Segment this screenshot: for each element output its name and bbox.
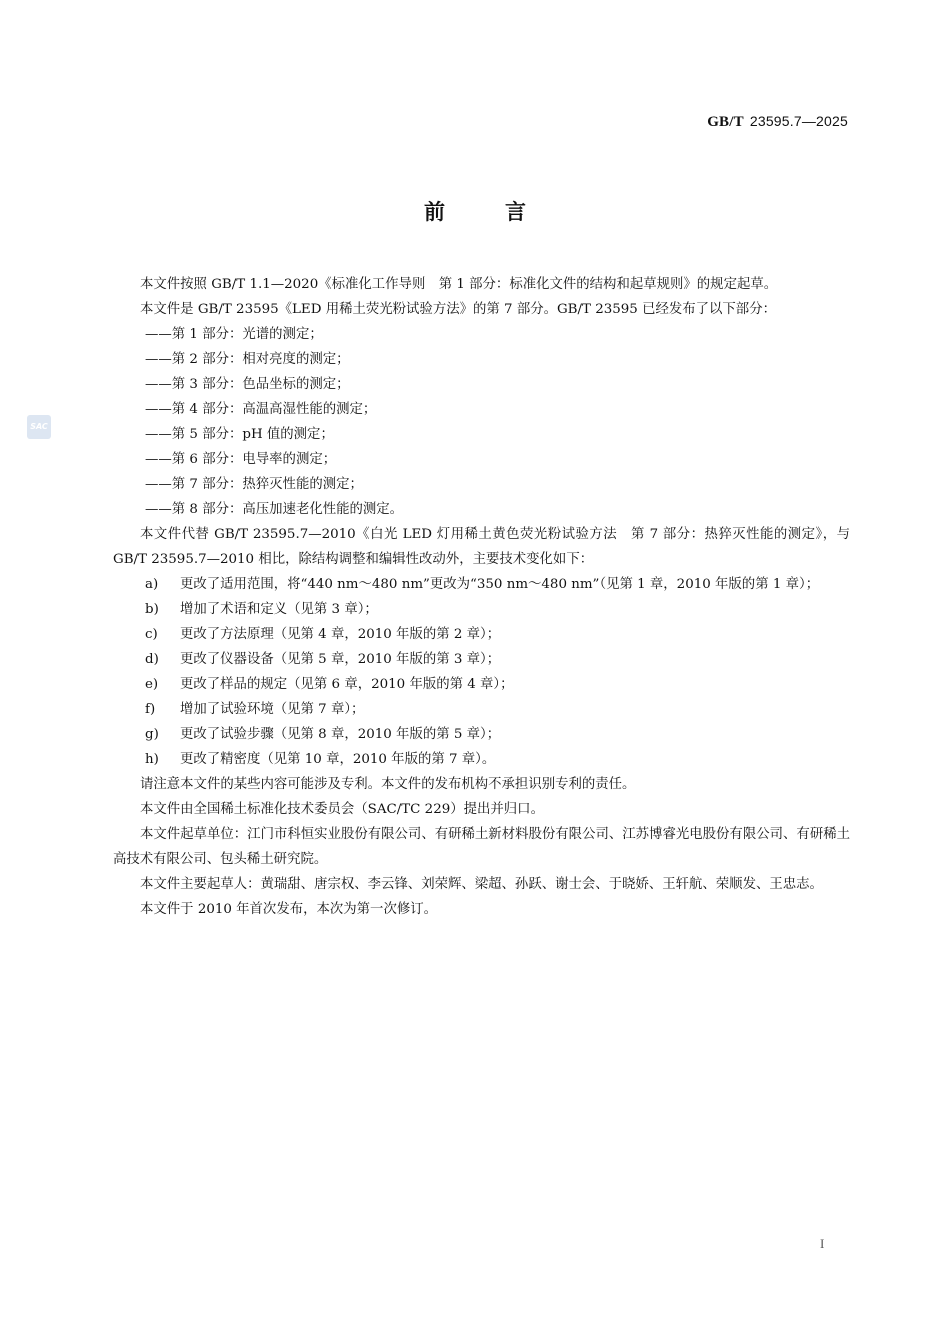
change-text: 增加了术语和定义（见第 3 章）；: [180, 602, 378, 617]
change-item: [113, 747, 850, 772]
paragraph-drafting-rules: 本文件按照 GB/T 1.1—2020《标准化工作导则 第 1 部分：标准化文件的结构和起草规则》的规定起草。: [140, 277, 778, 292]
change-item: [113, 672, 850, 697]
page-number: I: [820, 1236, 825, 1251]
list-item-part: ——第 7 部分：热猝灭性能的测定；: [145, 477, 363, 492]
change-mark: a): [145, 577, 159, 592]
paragraph-history: 本文件于 2010 年首次发布，本次为第一次修订。: [140, 902, 438, 917]
list-item-part: ——第 8 部分：高压加速老化性能的测定。: [145, 502, 404, 517]
list-item-part: ——第 4 部分：高温高湿性能的测定；: [145, 402, 377, 417]
change-item: [113, 647, 850, 672]
change-item: [113, 722, 850, 747]
change-text: 更改了精密度（见第 10 章，2010 年版的第 7 章）。: [180, 752, 496, 767]
list-item-part: ——第 3 部分：色品坐标的测定；: [145, 377, 350, 392]
paragraph-committee: 本文件由全国稀土标准化技术委员会（SAC/TC 229）提出并归口。: [140, 802, 544, 817]
list-item-part: ——第 5 部分：pH 值的测定；: [145, 427, 334, 442]
change-text: 更改了方法原理（见第 4 章，2010 年版的第 2 章）；: [180, 627, 501, 642]
change-text: 更改了试验步骤（见第 8 章，2010 年版的第 5 章）；: [180, 727, 501, 742]
change-mark: d): [145, 652, 159, 667]
change-mark: h): [145, 752, 159, 767]
page-title: 前言: [424, 200, 586, 224]
change-text: 更改了样品的规定（见第 6 章，2010 年版的第 4 章）；: [180, 677, 514, 692]
foreword-body: [113, 272, 850, 922]
change-text: 增加了试验环境（见第 7 章）；: [180, 702, 365, 717]
change-item: [113, 697, 850, 722]
change-item: [113, 597, 850, 622]
change-text: 更改了仪器设备（见第 5 章，2010 年版的第 3 章）；: [180, 652, 501, 667]
standard-code: [707, 113, 848, 131]
paragraph-patent-notice: 请注意本文件的某些内容可能涉及专利。本文件的发布机构不承担识别专利的责任。: [140, 777, 636, 792]
paragraph-drafting-units: 本文件起草单位：江门市科恒实业股份有限公司、有研稀土新材料股份有限公司、江苏博睿光电股份有限公司、有研稀土高技术有限公司、包头稀土研究院。: [113, 827, 850, 867]
sac-watermark-logo: SAC: [27, 415, 51, 439]
list-item-part: ——第 6 部分：电导率的测定；: [145, 452, 337, 467]
standard-number: 23595.7—2025: [749, 113, 848, 129]
change-item: [113, 622, 850, 647]
list-item-part: ——第 1 部分：光谱的测定；: [145, 327, 323, 342]
standard-prefix: GB/T: [707, 114, 744, 130]
change-mark: f): [145, 702, 156, 717]
change-mark: b): [145, 602, 159, 617]
change-item: [113, 572, 850, 597]
paragraph-series-intro: 本文件是 GB/T 23595《LED 用稀土荧光粉试验方法》的第 7 部分。GB/T 23595 已经发布了以下部分：: [140, 302, 776, 317]
change-mark: c): [145, 627, 158, 642]
change-mark: g): [145, 727, 159, 742]
change-text: 更改了适用范围，将“440 nm～480 nm”更改为“350 nm～480 nm”（见第 1 章，2010 年版的第 1 章）；: [180, 577, 820, 592]
paragraph-replaces: 本文件代替 GB/T 23595.7—2010《白光 LED 灯用稀土黄色荧光粉试验方法 第 7 部分：热猝灭性能的测定》，与 GB/T 23595.7—2010 相比，除结构调整和编辑性改动外，主要技术变化如下：: [113, 527, 850, 567]
paragraph-drafters: 本文件主要起草人：黄瑞甜、唐宗权、李云锋、刘荣辉、梁超、孙跃、谢士会、于晓娇、王轩航、荣顺发、王忠志。: [140, 877, 823, 892]
list-item-part: ——第 2 部分：相对亮度的测定；: [145, 352, 350, 367]
change-mark: e): [145, 677, 159, 692]
